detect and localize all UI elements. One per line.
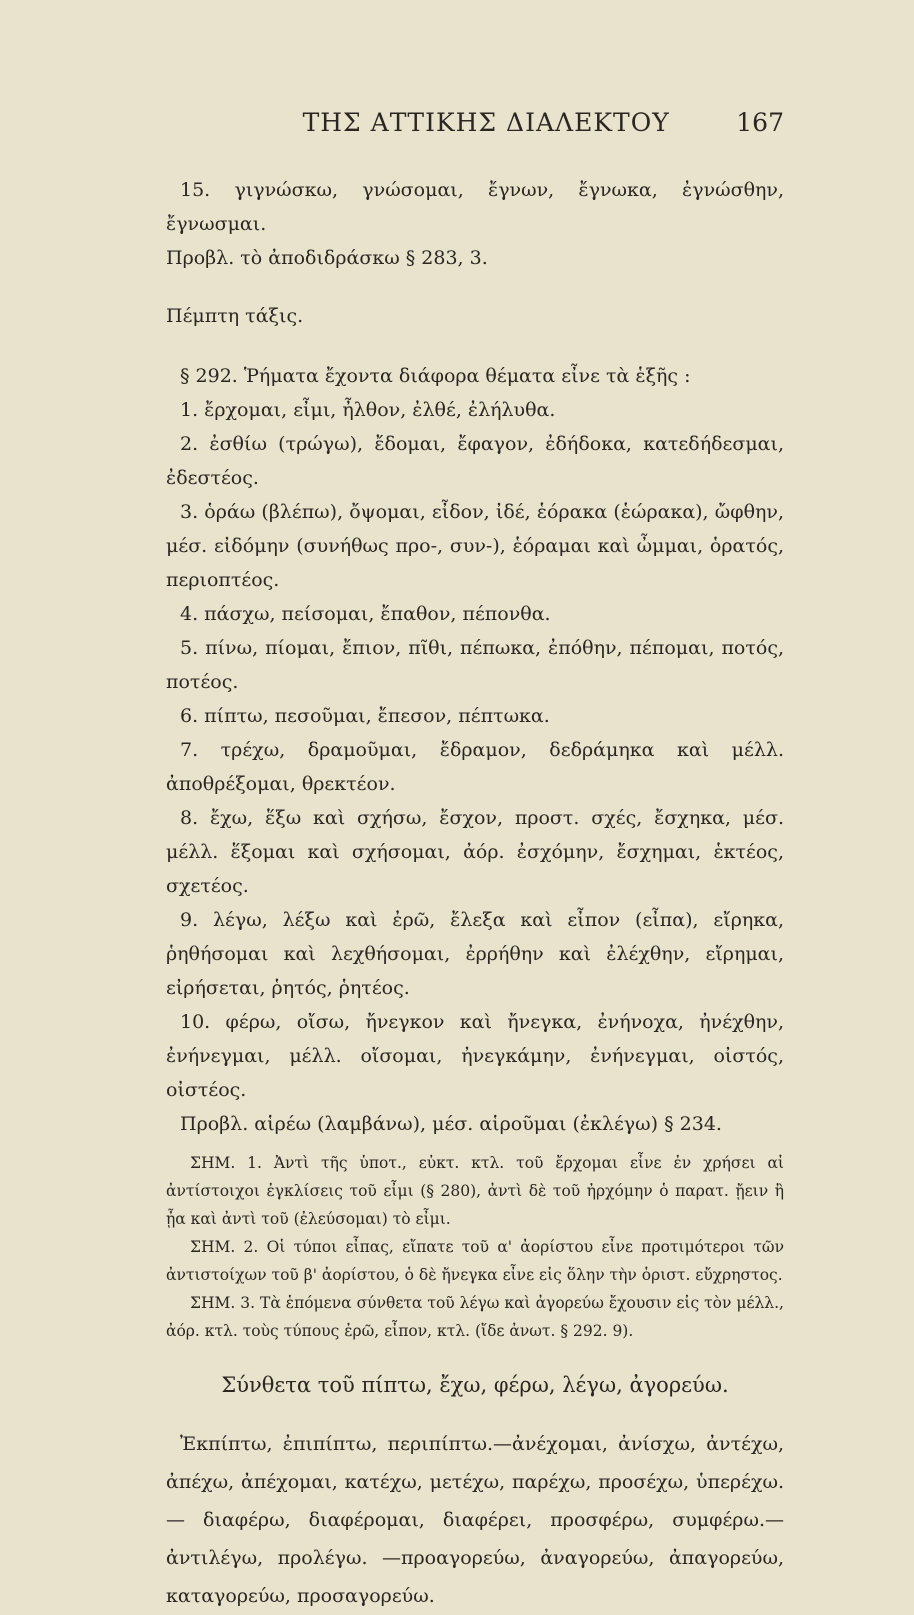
page-header (166, 108, 784, 137)
verb-entry-7: 7. τρέχω, δραμοῦμαι, ἔδραμον, δεδράμηκα καὶ μέλλ. ἀποθρέξομαι, θρεκτέον. (166, 739, 784, 795)
note-3: ΣΗΜ. 3. Τὰ ἑπόμενα σύνθετα τοῦ λέγω καὶ ἀγορεύω ἔχουσιν εἰς τὸν μέλλ., ἀόρ. κτλ. τοὺς τύπους ἐρῶ, εἶπον, κτλ. (ἴδε ἀνωτ. § 292. 9). (166, 1294, 784, 1340)
page-number: 167 (736, 108, 784, 137)
verb-entry-4: 4. πάσχω, πείσομαι, ἔπαθον, πέπονθα. (180, 603, 551, 625)
verb-entry-8: 8. ἔχω, ἕξω καὶ σχήσω, ἔσχον, προστ. σχές, ἔσχηκα, μέσ. μέλλ. ἕξομαι καὶ σχήσομαι, ἀόρ. ἐσχόμην, ἔσχημαι, ἑκτέος, σχετέος. (166, 807, 784, 897)
verb-entry-15: 15. γιγνώσκω, γνώσομαι, ἔγνων, ἔγνωκα, ἐγνώσθην, ἔγνωσμαι. (166, 179, 784, 235)
verb-entry-6: 6. πίπτω, πεσοῦμαι, ἔπεσον, πέπτωκα. (180, 705, 550, 727)
compounds (166, 1425, 784, 1615)
main-text (166, 173, 784, 1141)
section-heading: § 292. Ῥήματα ἔχοντα διάφορα θέματα εἶνε τὰ ἑξῆς : (180, 365, 691, 387)
note-2: ΣΗΜ. 2. Οἱ τύποι εἶπας, εἴπατε τοῦ α' ἀορίστου εἶνε προτιμότεροι τῶν ἀντιστοίχων τοῦ β' ἀορίστου, ὁ δὲ ἤνεγκα εἶνε εἰς ὅλην τὴν ὁριστ. εὔχρηστος. (166, 1238, 784, 1284)
verb-entry-3: 3. ὁράω (βλέπω), ὄψομαι, εἶδον, ἰδέ, ἑόρακα (ἑώρακα), ὤφθην, μέσ. εἰδόμην (συνήθως προ-, συν-), ἑόραμαι καὶ ὦμμαι, ὁρατός, περιοπτέος. (166, 501, 784, 591)
verb-entry-5: 5. πίνω, πίομαι, ἔπιον, πῖθι, πέπωκα, ἐπόθην, πέπομαι, ποτός, ποτέος. (166, 637, 784, 693)
compounds-title: Σύνθετα τοῦ πίπτω, ἔχω, φέρω, λέγω, ἀγορεύω. (221, 1373, 729, 1397)
compounds-text: Ἐκπίπτω, ἐπιπίπτω, περιπίπτω.—ἀνέχομαι, ἀνίσχω, ἀντέχω, ἀπέχω, ἀπέχομαι, κατέχω, μετέχω, παρέχω, προσέχω, ὑπερέχω. — διαφέρω, διαφέρομαι, διαφέρει, προσφέρω, συμφέρω.—ἀντιλέγω, προλέγω. —προαγορεύω, ἀναγορεύω, ἀπαγορεύω, καταγορεύω, προσαγορεύω. (166, 1433, 784, 1607)
verb-entry-1: 1. ἔρχομαι, εἶμι, ἦλθον, ἐλθέ, ἐλήλυθα. (180, 399, 556, 421)
notes (166, 1149, 784, 1345)
note-1: ΣΗΜ. 1. Ἀντὶ τῆς ὑποτ., εὐκτ. κτλ. τοῦ ἔρχομαι εἶνε ἐν χρήσει αἱ ἀντίστοιχοι ἐγκλίσεις τοῦ εἶμι (§ 280), ἀντὶ δὲ τοῦ ἠρχόμην ὁ παρατ. ᾔειν ἢ ᾖα καὶ ἀντὶ τοῦ (ἐλεύσομαι) τὸ εἶμι. (166, 1154, 784, 1228)
class-title: Πέμπτη τάξις. (166, 305, 304, 327)
running-head: ΤΗΣ ΑΤΤΙΚΗΣ ΔΙΑΛΕΚΤΟΥ (302, 108, 670, 137)
cross-reference: Προβλ. τὸ ἀποδιδράσκω § 283, 3. (166, 247, 488, 269)
section-cross-reference: Προβλ. αἱρέω (λαμβάνω), μέσ. αἱροῦμαι (ἐκλέγω) § 234. (180, 1113, 722, 1135)
verb-entry-9: 9. λέγω, λέξω καὶ ἐρῶ, ἔλεξα καὶ εἶπον (εἶπα), εἴρηκα, ῥηθήσομαι καὶ λεχθήσομαι, ἐρρήθην καὶ ἐλέχθην, εἴρημαι, εἰρήσεται, ῥητός, ῥητέος. (166, 909, 784, 999)
verb-entry-2: 2. ἐσθίω (τρώγω), ἔδομαι, ἔφαγον, ἐδήδοκα, κατεδήδεσμαι, ἐδεστέος. (166, 433, 784, 489)
verb-entry-10: 10. φέρω, οἴσω, ἤνεγκον καὶ ἤνεγκα, ἐνήνοχα, ἠνέχθην, ἐνήνεγμαι, μέλλ. οἴσομαι, ἠνεγκάμην, ἐνήνεγμαι, οἰστός, οἰστέος. (166, 1011, 784, 1101)
